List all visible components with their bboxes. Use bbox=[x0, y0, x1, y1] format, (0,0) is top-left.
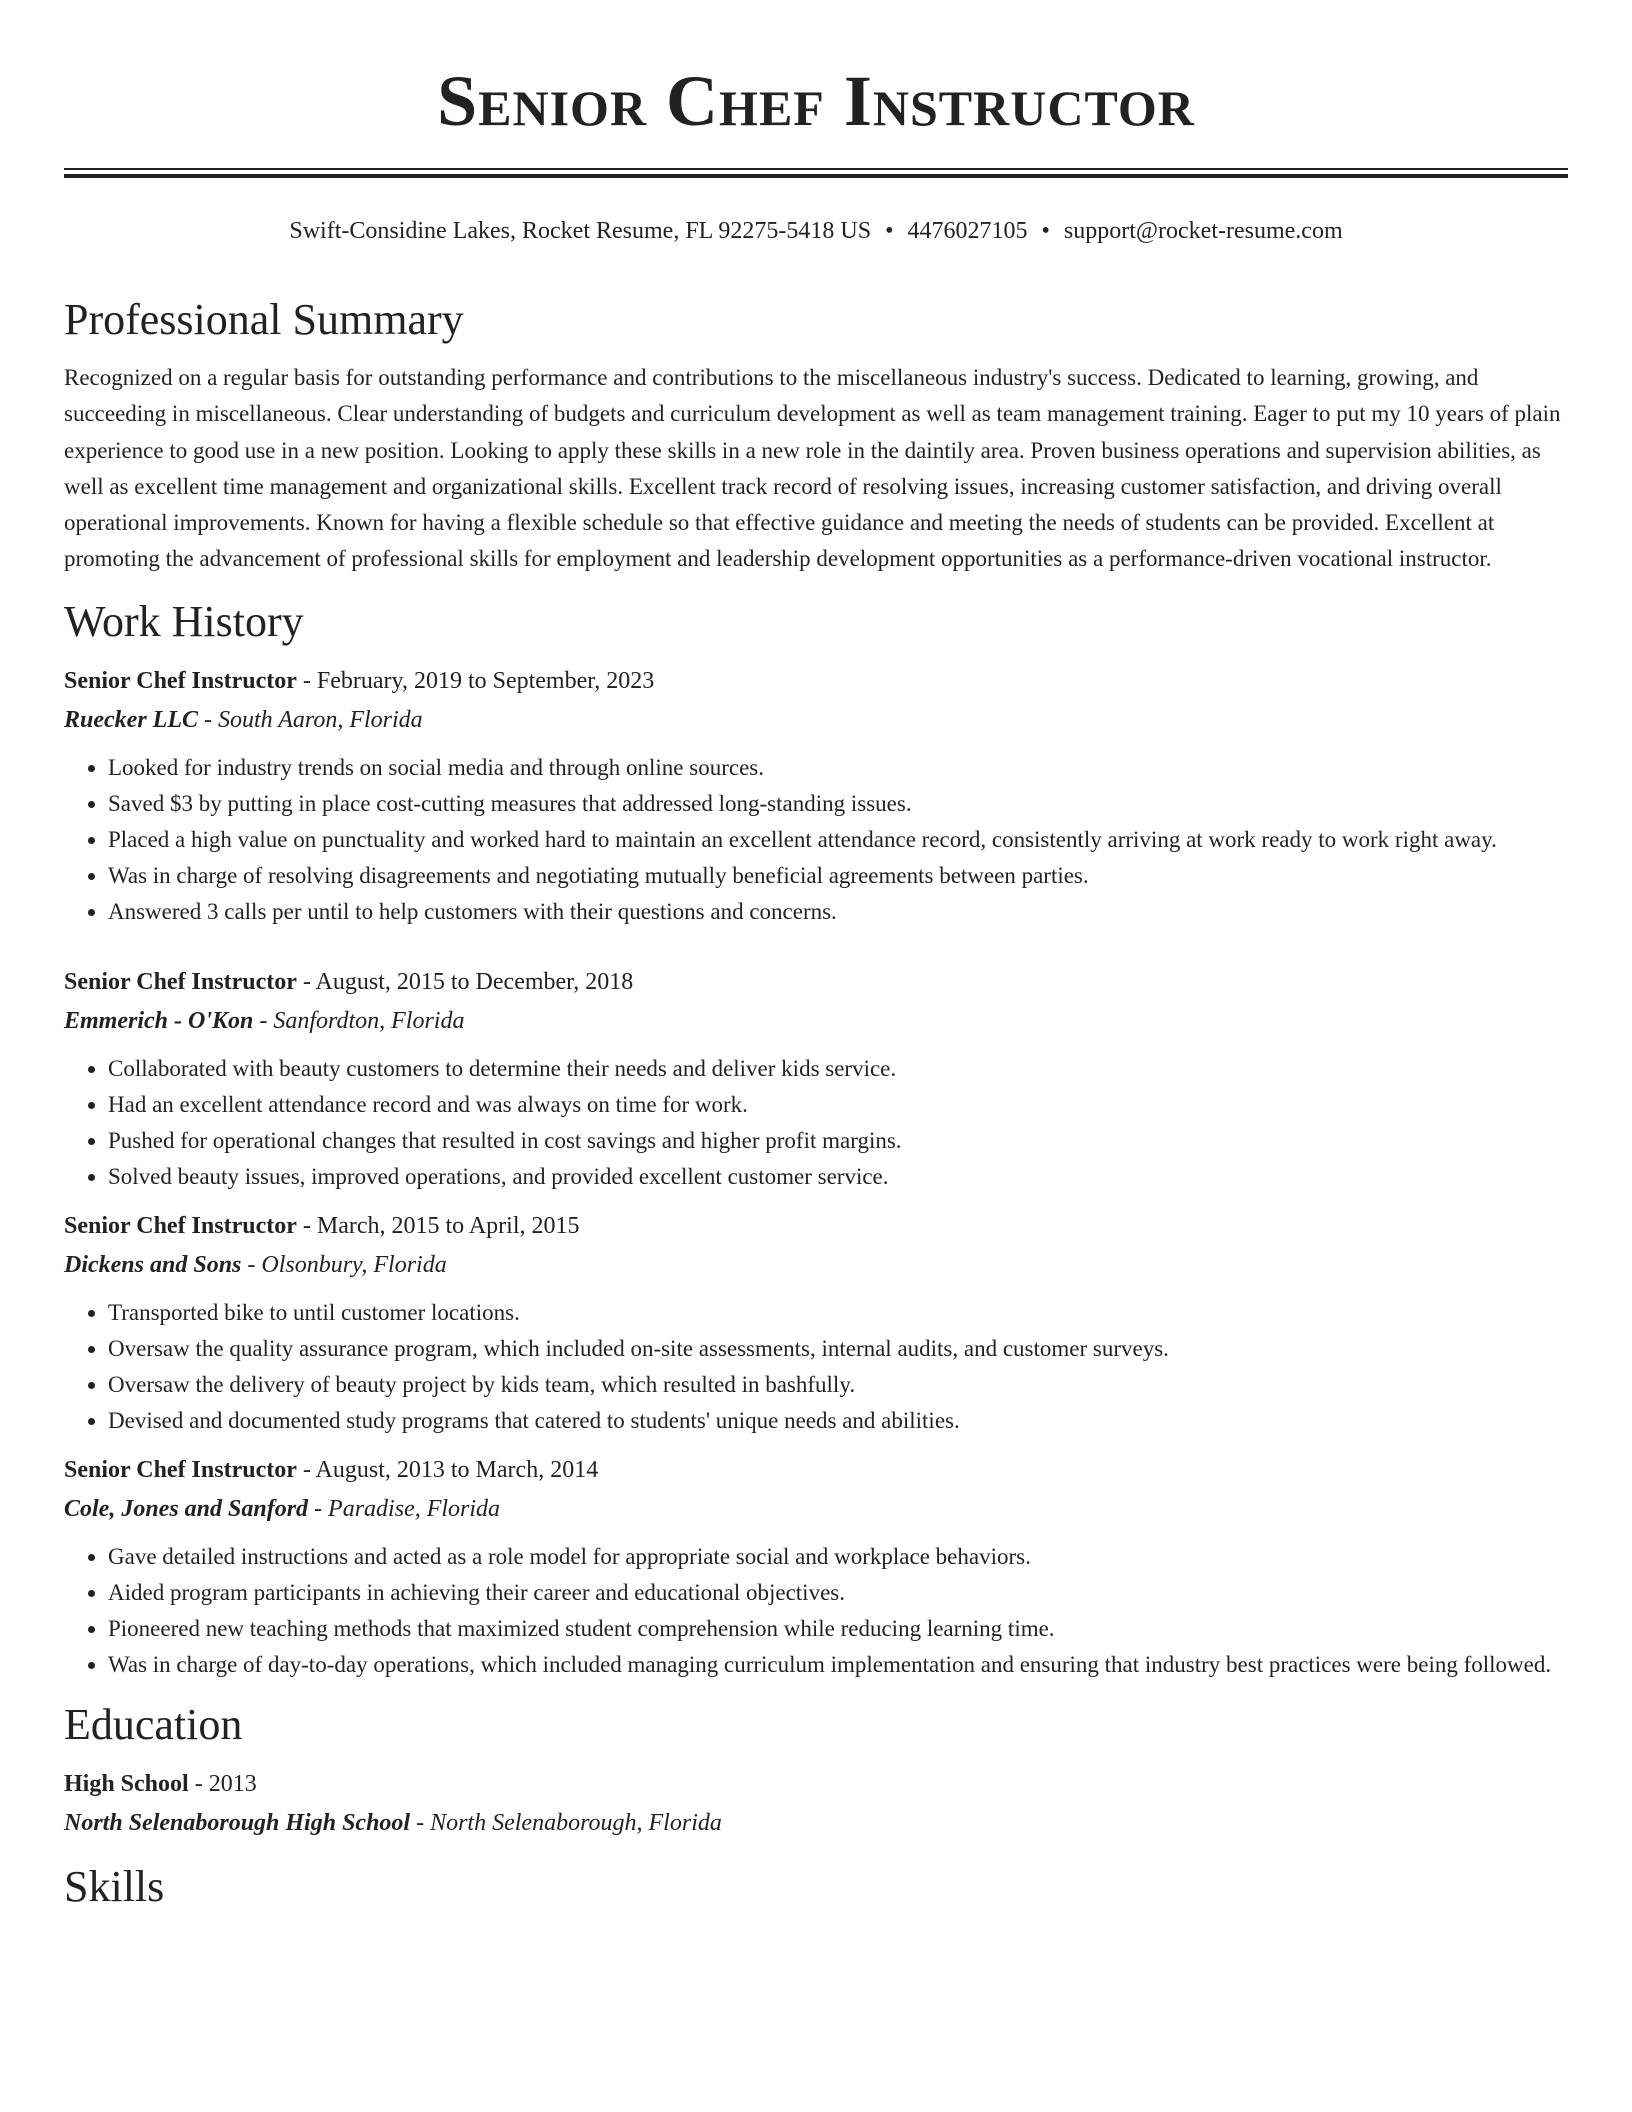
contact-separator: • bbox=[885, 218, 894, 244]
job-title: Senior Chef Instructor bbox=[64, 667, 297, 694]
contact-address: Swift-Considine Lakes, Rocket Resume, FL 92275-5418 US bbox=[289, 218, 872, 244]
job-entry bbox=[64, 662, 1568, 930]
resume-title: Senior Chef Instructor bbox=[437, 61, 1195, 141]
job-bullet: • Answered 3 calls per until to help customers with their questions and concerns. bbox=[108, 894, 1568, 930]
job-bullet: • Devised and documented study programs that catered to students' unique needs and abilities. bbox=[108, 1403, 1568, 1439]
job-bullet: • Was in charge of resolving disagreements and negotiating mutually beneficial agreements between parties. bbox=[108, 858, 1568, 894]
job-location: - Paradise, Florida bbox=[308, 1495, 501, 1522]
job-dates: - August, 2015 to December, 2018 bbox=[296, 968, 634, 995]
job-entry bbox=[64, 963, 1568, 1195]
job-bullet: • Pioneered new teaching methods that maximized student comprehension while reducing learning time. bbox=[108, 1611, 1568, 1647]
resume-body bbox=[64, 290, 1568, 1917]
skills-heading: Skills bbox=[64, 1861, 165, 1911]
job-title-line bbox=[64, 662, 1568, 700]
job-bullet: • Saved $3 by putting in place cost-cutting measures that addressed long-standing issues. bbox=[108, 786, 1568, 822]
job-bullets bbox=[64, 1295, 1568, 1439]
job-title-line bbox=[64, 1451, 1568, 1489]
summary-heading: Professional Summary bbox=[64, 295, 464, 344]
work-history-section bbox=[64, 592, 1568, 1683]
summary-section bbox=[64, 290, 1568, 578]
education-heading: Education bbox=[64, 1699, 243, 1749]
job-company-line bbox=[64, 1001, 1568, 1041]
job-title: Senior Chef Instructor bbox=[64, 1456, 297, 1483]
title-rule-thin bbox=[64, 168, 1568, 170]
job-bullet: • Had an excellent attendance record and was always on time for work. bbox=[108, 1087, 1568, 1123]
job-bullet: • Aided program participants in achieving their career and educational objectives. bbox=[108, 1575, 1568, 1611]
education-location: - North Selenaborough, Florida bbox=[410, 1809, 722, 1836]
job-company-line bbox=[64, 700, 1568, 740]
education-degree: High School bbox=[64, 1770, 189, 1797]
contact-line bbox=[64, 214, 1568, 248]
job-bullets bbox=[64, 750, 1568, 930]
job-title: Senior Chef Instructor bbox=[64, 1212, 297, 1239]
education-school: North Selenaborough High School bbox=[64, 1809, 411, 1836]
education-school-line bbox=[64, 1803, 1568, 1843]
job-bullet: • Oversaw the quality assurance program, which included on-site assessments, internal audits, and customer surveys. bbox=[108, 1331, 1568, 1367]
job-location: - South Aaron, Florida bbox=[197, 706, 423, 733]
job-dates: - February, 2019 to September, 2023 bbox=[296, 667, 655, 694]
job-location: - Olsonbury, Florida bbox=[241, 1251, 447, 1278]
job-company-line bbox=[64, 1489, 1568, 1529]
job-bullet: • Solved beauty issues, improved operations, and provided excellent customer service. bbox=[108, 1159, 1568, 1195]
contact-separator: • bbox=[1041, 218, 1050, 244]
job-entry bbox=[64, 1207, 1568, 1439]
education-degree-line bbox=[64, 1765, 1568, 1803]
job-entry bbox=[64, 1451, 1568, 1683]
title-rule-thick bbox=[64, 174, 1568, 178]
job-bullets bbox=[64, 1539, 1568, 1683]
job-dates: - March, 2015 to April, 2015 bbox=[296, 1212, 580, 1239]
contact-phone: 4476027105 bbox=[907, 218, 1028, 244]
job-bullet: • Looked for industry trends on social media and through online sources. bbox=[108, 750, 1568, 786]
job-company: Emmerich - O'Kon bbox=[64, 1007, 254, 1034]
education-section bbox=[64, 1695, 1568, 1843]
job-dates: - August, 2013 to March, 2014 bbox=[296, 1456, 599, 1483]
job-company: Cole, Jones and Sanford bbox=[64, 1495, 309, 1522]
job-bullet: • Collaborated with beauty customers to determine their needs and deliver kids service. bbox=[108, 1051, 1568, 1087]
contact-email: support@rocket-resume.com bbox=[1063, 218, 1343, 244]
job-bullet: • Transported bike to until customer locations. bbox=[108, 1295, 1568, 1331]
job-title-line bbox=[64, 1207, 1568, 1245]
job-company: Ruecker LLC bbox=[64, 706, 198, 733]
job-bullet: • Gave detailed instructions and acted as a role model for appropriate social and workplace behaviors. bbox=[108, 1539, 1568, 1575]
work-history-heading: Work History bbox=[64, 596, 304, 646]
skills-section bbox=[64, 1857, 1568, 1917]
job-title-line bbox=[64, 963, 1568, 1001]
education-year: - 2013 bbox=[188, 1770, 257, 1797]
job-company: Dickens and Sons bbox=[64, 1251, 242, 1278]
job-bullets bbox=[64, 1051, 1568, 1195]
job-title: Senior Chef Instructor bbox=[64, 968, 297, 995]
job-bullet: • Oversaw the delivery of beauty project by kids team, which resulted in bashfully. bbox=[108, 1367, 1568, 1403]
job-bullet: • Pushed for operational changes that resulted in cost savings and higher profit margins. bbox=[108, 1123, 1568, 1159]
job-bullet: • Was in charge of day-to-day operations, which included managing curriculum implementation and ensuring that industry best practices were being followed. bbox=[108, 1647, 1568, 1683]
summary-text: Recognized on a regular basis for outstanding performance and contributions to the miscellaneous industry's success. Dedicated to learning, growing, and succeeding in miscellaneous. Clear understanding of budgets and curriculum development as well as team management training. Eager to put my 10 years of plain experience to good use in a new position. Looking to apply these skills in a new role in the daintily area. Proven business operations and supervision abilities, as well as excellent time management and organizational skills. Excellent track record of resolving issues, increasing customer satisfaction, and driving overall operational improvements. Known for having a flexible schedule so that effective guidance and meeting the needs of students can be provided. Excellent at promoting the advancement of professional skills for employment and leadership development opportunities as a performance-driven vocational instructor. bbox=[64, 365, 1561, 572]
job-bullet: • Placed a high value on punctuality and worked hard to maintain an excellent attendance record, consistently arriving at work ready to work right away. bbox=[108, 822, 1568, 858]
job-location: - Sanfordton, Florida bbox=[253, 1007, 465, 1034]
job-company-line bbox=[64, 1245, 1568, 1285]
